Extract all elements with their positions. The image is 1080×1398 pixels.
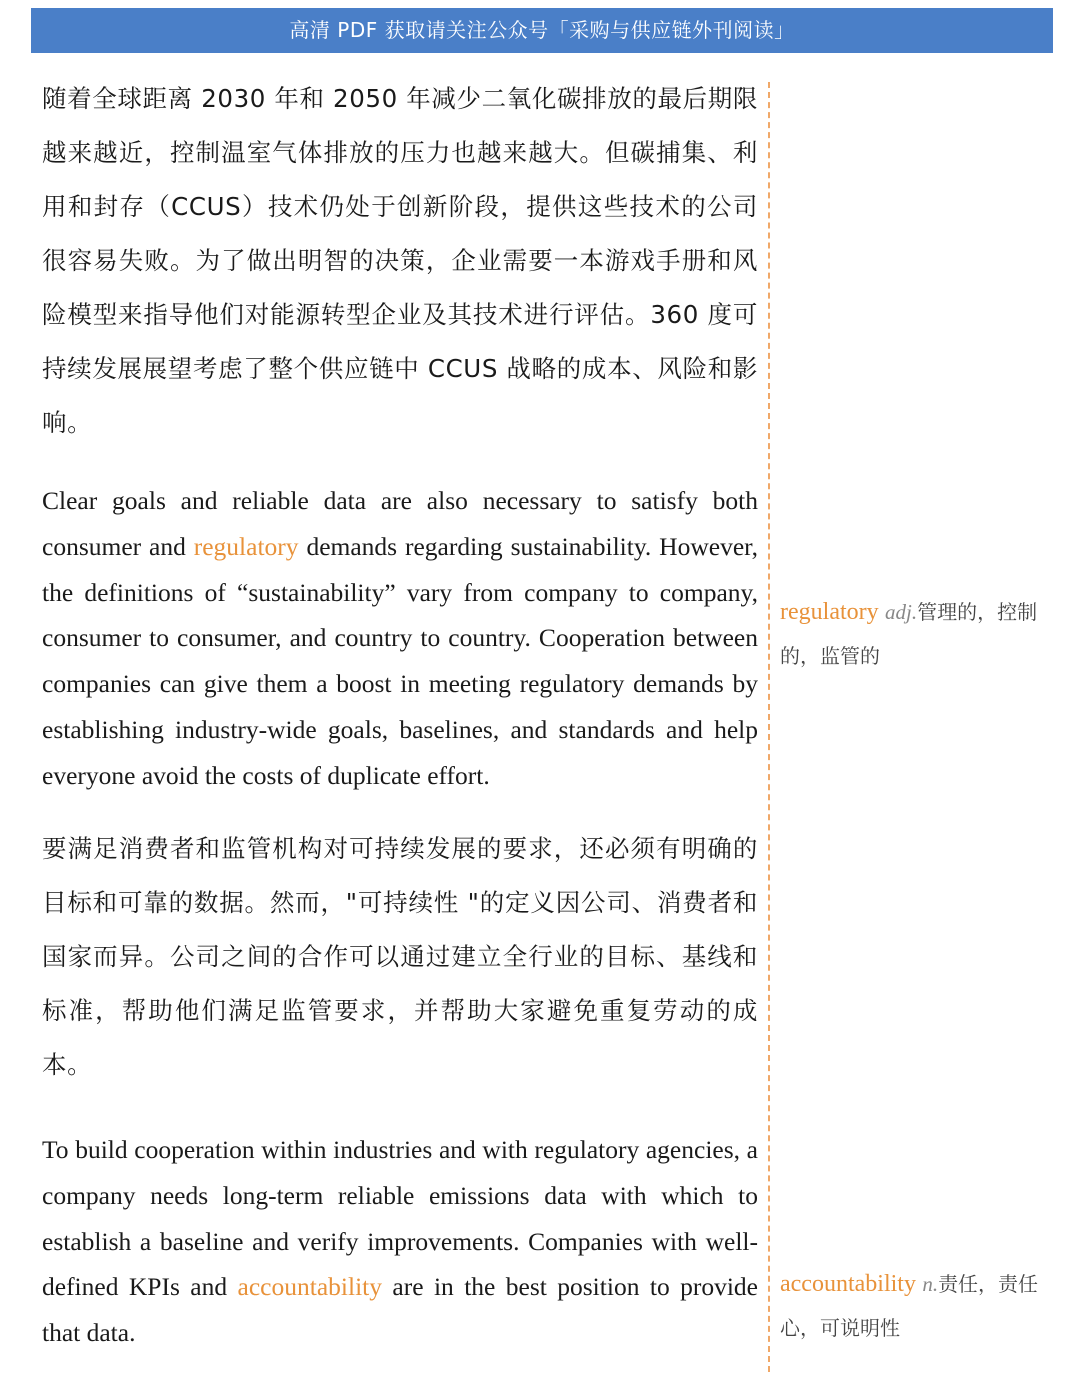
english-paragraph-2-text-after: are in the best position to provide that data. <box>42 1272 758 1348</box>
english-paragraph-1-text-before: Clear goals and reliable data are also necessary to satisfy both consumer and <box>42 486 758 561</box>
english-paragraph-2-text-before: To build cooperation within industries and with regulatory agencies, a company needs long-term reliable emissions data with which to establish a baseline and verify improvements. Companies with well-defined KPIs and <box>42 1135 758 1302</box>
column-divider <box>768 82 770 1372</box>
chinese-paragraph-2: 要满足消费者和监管机构对可持续发展的要求，还必须有明确的目标和可靠的数据。然而，"可持续性 "的定义因公司、消费者和国家而异。公司之间的合作可以通过建立全行业的目标、基线和标准，帮助他们满足监管要求，并帮助大家避免重复劳动的成本。 <box>42 834 758 1079</box>
vocab-definition: 管理的，控制的，监管的 <box>780 600 1038 668</box>
vocab-part-of-speech: adj. <box>884 600 918 624</box>
english-paragraph-1-text-after: demands regarding sustainability. However, the definitions of “sustainability” vary from company to company, consumer to consumer, and country to country. Cooperation between companies can give them a boost in meeting regulatory demands by establishing industry-wide goals, baselines, and standards and help everyone avoid the costs of duplicate effort. <box>42 531 758 790</box>
vocab-note-accountability <box>780 1262 1046 1350</box>
vocab-definition: 责任，责任心，可说明性 <box>780 1272 1039 1340</box>
vocab-term: regulatory <box>780 599 879 625</box>
english-paragraph-1 <box>42 478 758 799</box>
english-paragraph-2 <box>42 1127 758 1356</box>
vocab-term: accountability <box>780 1271 916 1297</box>
header-banner: 高清 PDF 获取请关注公众号「采购与供应链外刊阅读」 <box>31 8 1053 53</box>
highlighted-word-accountability: accountability <box>237 1272 382 1302</box>
chinese-paragraph-1: 随着全球距离 2030 年和 2050 年减少二氧化碳排放的最后期限越来越近，控制温室气体排放的压力也越来越大。但碳捕集、利用和封存（CCUS）技术仍处于创新阶段，提供这些技术的公司很容易失败。为了做出明智的决策，企业需要一本游戏手册和风险模型来指导他们对能源转型企业及其技术进行评估。360 度可持续发展展望考虑了整个供应链中 CCUS 战略的成本、风险和影响。 <box>42 84 758 437</box>
vocab-part-of-speech: n. <box>922 1272 939 1296</box>
vocab-note-regulatory <box>780 590 1046 678</box>
highlighted-word-regulatory: regulatory <box>193 531 299 561</box>
